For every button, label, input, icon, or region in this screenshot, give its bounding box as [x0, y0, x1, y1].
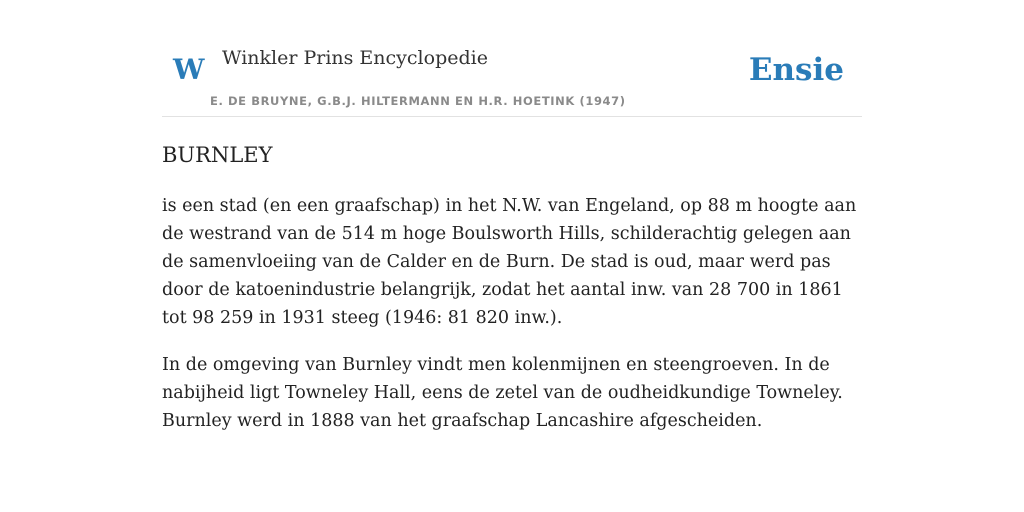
source-authors: E. DE BRUYNE, G.B.J. HILTERMANN EN H.R. HOETINK (1947) [210, 94, 626, 108]
source-title[interactable]: Winkler Prins Encyclopedie [222, 47, 488, 69]
article-body [162, 192, 862, 454]
source-logo[interactable]: W [173, 53, 205, 86]
source-header [162, 0, 862, 117]
article-paragraph: is een stad (en een graafschap) in het N.W. van Engeland, op 88 m hoogte aan de westrand van de 514 m hoge Boulsworth Hills, schilderachtig gelegen aan de samenvloeiing van de Calder en de Burn. De stad is oud, maar werd pas door de katoenindustrie belangrijk, zodat het aantal inw. van 28 700 in 1861 tot 98 259 in 1931 steeg (1946: 81 820 inw.). [162, 196, 857, 328]
article-paragraph: In de omgeving van Burnley vindt men kolenmijnen en steengroeven. In de nabijheid ligt Towneley Hall, eens de zetel van de oudheidkundige Towneley. Burnley werd in 1888 van het graafschap Lancashire afgescheiden. [162, 355, 843, 431]
article-title: BURNLEY [162, 143, 273, 167]
brand-logo[interactable]: Ensie [748, 52, 844, 88]
